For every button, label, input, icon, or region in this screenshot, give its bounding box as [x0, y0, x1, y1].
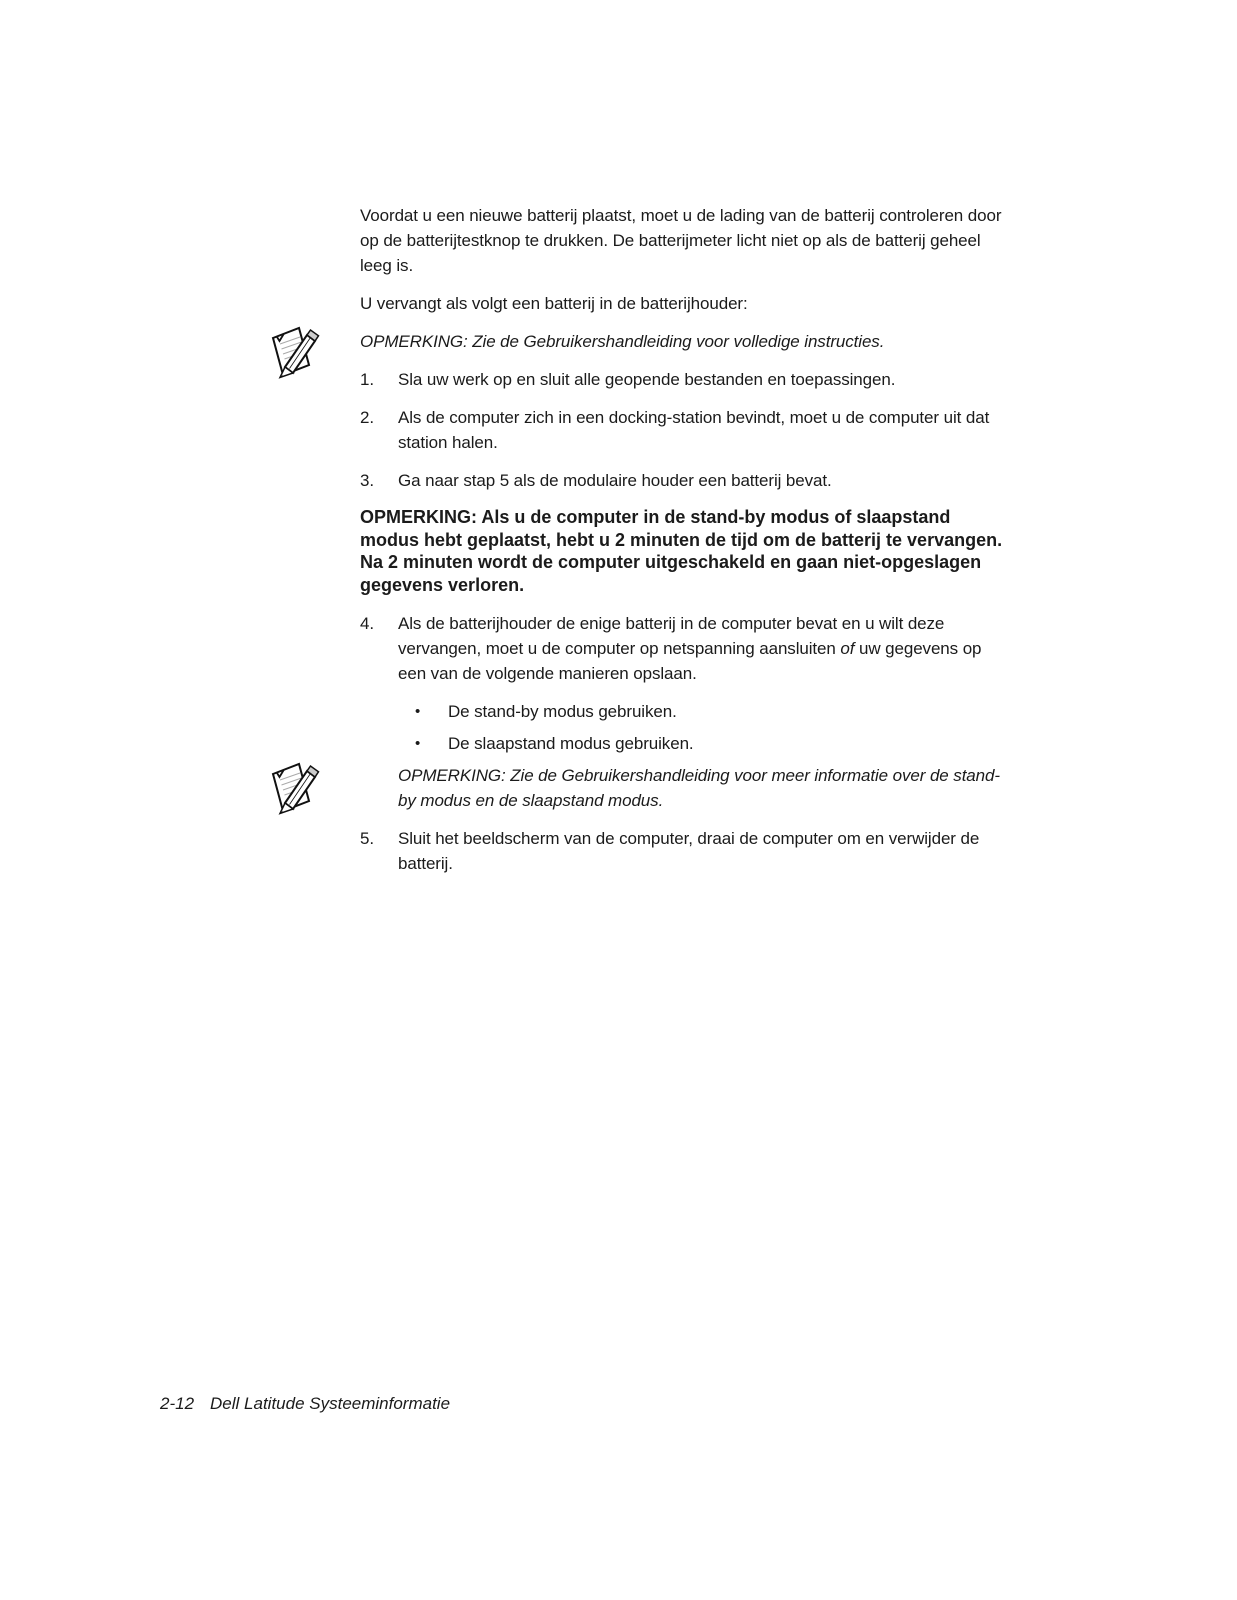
bullet-item-2-text: De slaapstand modus gebruiken.	[448, 734, 694, 753]
page-number: 2-12	[160, 1394, 195, 1413]
intro-paragraph: Voordat u een nieuwe batterij plaatst, moet u de lading van de batterij controleren door op de batterijtestknop te drukken. De batterijmeter licht niet op als de batterij geheel leeg is.	[360, 206, 1002, 275]
step-4	[360, 611, 1014, 686]
bullet-list	[360, 699, 1014, 756]
step-3	[360, 468, 1014, 493]
step-2-text: Als de computer zich in een docking-station bevindt, moet u de computer uit dat station halen.	[398, 408, 990, 452]
bullet-item-1	[360, 699, 1014, 724]
step-4-number: 4.	[360, 614, 374, 633]
step-1	[360, 367, 1014, 392]
bullet-icon: •	[415, 703, 421, 720]
page-footer	[160, 1393, 450, 1415]
step-4-italic-word: of	[840, 639, 855, 658]
step-4-text	[398, 611, 1014, 686]
bullet-item-1-text: De stand-by modus gebruiken.	[448, 702, 677, 721]
bullet-item-2	[360, 731, 1014, 756]
lead-in-paragraph: U vervangt als volgt een batterij in de batterijhouder:	[360, 294, 748, 313]
step-5	[360, 826, 1014, 876]
step-5-text: Sluit het beeldscherm van de computer, draai de computer om en verwijder de batterij.	[398, 829, 980, 873]
step-3-text: Ga naar stap 5 als de modulaire houder een batterij bevat.	[398, 471, 832, 490]
step-3-number: 3.	[360, 471, 374, 490]
note-1-text: OPMERKING: Zie de Gebruikershandleiding voor volledige instructies.	[360, 332, 885, 351]
page-content	[360, 203, 1014, 889]
bold-warning-note: OPMERKING: Als u de computer in de stand-by modus of slaapstand modus hebt geplaatst, hebt u 2 minuten de tijd om de batterij te vervangen. Na 2 minuten wordt de computer uitgeschakeld en gaan niet-opgeslagen gegevens verloren.	[360, 507, 1003, 595]
notepad-pencil-icon	[263, 757, 323, 815]
step-2-number: 2.	[360, 408, 374, 427]
note-1	[360, 329, 1014, 354]
notepad-pencil-icon	[263, 321, 323, 379]
bullet-icon: •	[415, 735, 421, 752]
step-1-text: Sla uw werk op en sluit alle geopende bestanden en toepassingen.	[398, 370, 896, 389]
step-4-text-before: Als de batterijhouder de enige batterij in de computer bevat en u wilt deze vervangen, moet u de computer op netspanning aansluiten	[398, 614, 945, 658]
footer-title: Dell Latitude Systeeminformatie	[210, 1394, 451, 1413]
step-1-number: 1.	[360, 370, 374, 389]
note-2-text: OPMERKING: Zie de Gebruikershandleiding voor meer informatie over de stand-by modus en de slaapstand modus.	[398, 766, 1000, 810]
step-4-text-after: uw gegevens op een van de volgende manieren opslaan.	[398, 639, 982, 683]
step-2	[360, 405, 1014, 455]
note-2	[398, 763, 1014, 813]
step-5-number: 5.	[360, 829, 374, 848]
